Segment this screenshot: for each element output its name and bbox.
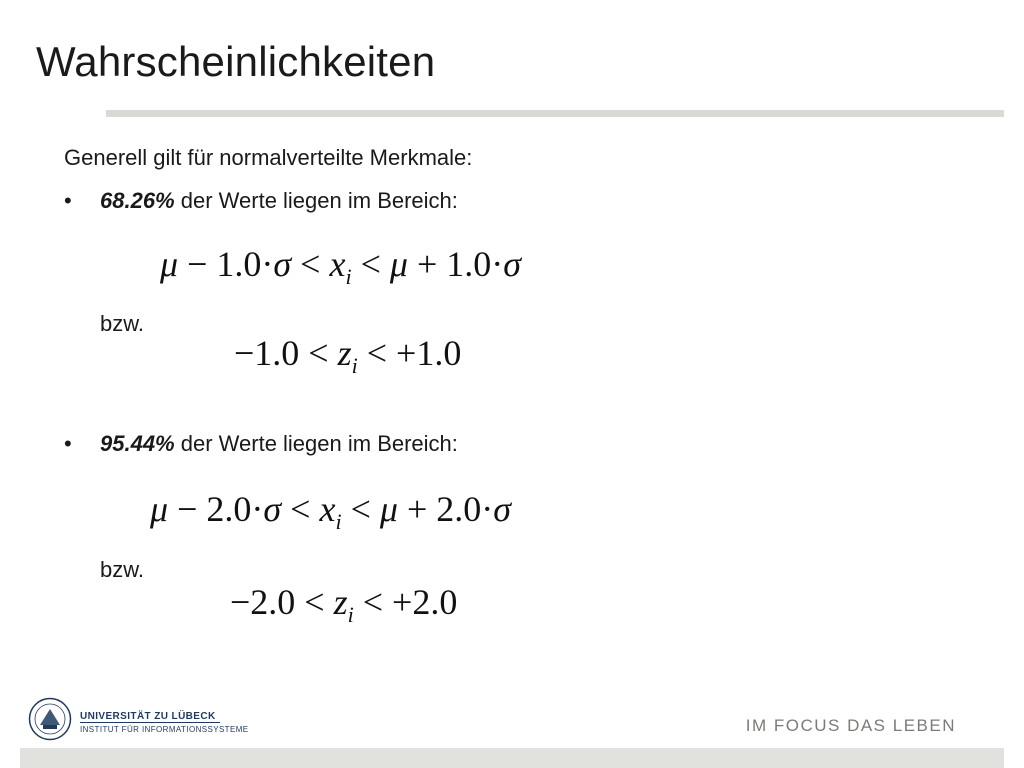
intro-text: Generell gilt für normalverteilte Merkmale: <box>64 145 473 170</box>
variable-z: z <box>337 333 352 373</box>
mu-symbol: μ <box>389 244 408 284</box>
bullet-text-2 <box>100 431 458 457</box>
subscript-i: i <box>335 509 342 534</box>
formula-z-range-1 <box>234 332 462 378</box>
university-seal-icon <box>28 697 72 741</box>
formula-x-range-2 <box>150 488 512 534</box>
footer-logo-divider <box>80 722 220 723</box>
slide-title: Wahrscheinlichkeiten <box>36 38 436 85</box>
formula-part: − 2.0· <box>168 489 264 529</box>
formula-part: < <box>281 489 320 529</box>
formula-part: < +2.0 <box>353 582 458 622</box>
bullet-text: der Werte liegen im Bereich: <box>174 431 458 456</box>
sigma-symbol: σ <box>493 489 512 529</box>
bullet-marker: • <box>64 188 72 213</box>
variable-x: x <box>329 244 346 284</box>
mu-symbol: μ <box>150 489 169 529</box>
bzw-label-1: bzw. <box>100 311 145 336</box>
institute-name: INSTITUT FÜR INFORMATIONSSYSTEME <box>80 725 249 734</box>
formula-part: < <box>351 244 390 284</box>
subscript-i: i <box>345 264 352 289</box>
bullet-percent: 68.26% <box>100 188 175 213</box>
variable-z: z <box>333 582 348 622</box>
formula-part: − 1.0· <box>178 244 274 284</box>
formula-part: + 2.0· <box>397 489 494 529</box>
bzw-label-2: bzw. <box>100 557 145 582</box>
bullet-percent: 95.44% <box>100 431 175 456</box>
mu-symbol: μ <box>379 489 398 529</box>
bullet-marker: • <box>64 431 72 456</box>
formula-part: < <box>341 489 380 529</box>
subscript-i: i <box>347 602 354 627</box>
formula-part: < +1.0 <box>357 333 462 373</box>
title-divider <box>106 110 1004 117</box>
sigma-symbol: σ <box>273 244 292 284</box>
bullet-text-1 <box>100 188 458 214</box>
sigma-symbol: σ <box>263 489 282 529</box>
formula-part: < <box>291 244 330 284</box>
sigma-symbol: σ <box>503 244 522 284</box>
formula-part: −1.0 < <box>234 333 338 373</box>
formula-part: −2.0 < <box>230 582 334 622</box>
subscript-i: i <box>351 353 358 378</box>
mu-symbol: μ <box>160 244 179 284</box>
footer-bar <box>20 748 1004 768</box>
footer-slogan: IM FOCUS DAS LEBEN <box>745 716 956 735</box>
university-name: UNIVERSITÄT ZU LÜBECK <box>80 711 216 722</box>
variable-x: x <box>319 489 336 529</box>
formula-z-range-2 <box>230 581 458 627</box>
formula-x-range-1 <box>160 243 522 289</box>
formula-part: + 1.0· <box>407 244 504 284</box>
bullet-text: der Werte liegen im Bereich: <box>174 188 458 213</box>
